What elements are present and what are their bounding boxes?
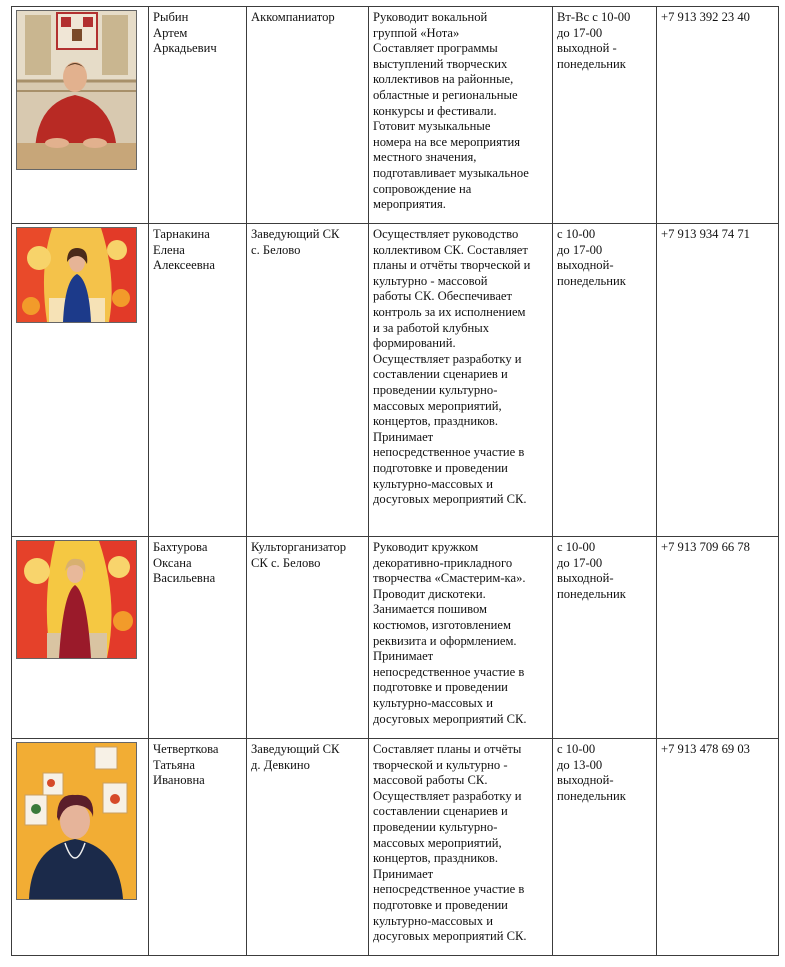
work-hours: с 10-00 до 17-00 выходной- понедельник [557, 227, 626, 288]
phone-cell [657, 537, 779, 739]
employee-photo [16, 742, 137, 900]
duties-cell [369, 7, 553, 224]
duties-cell [369, 537, 553, 739]
phone-number: +7 913 934 74 71 [661, 227, 750, 241]
employee-position: Заведующий СК с. Белово [251, 227, 340, 257]
photo-cell [12, 7, 149, 224]
employee-name: Четверткова Татьяна Ивановна [153, 742, 219, 788]
phone-cell [657, 739, 779, 956]
table-row [12, 7, 779, 224]
employee-duties: Составляет планы и отчёты творческой и культурно - массовой работы СК. Осуществляет разработку и составлении сценариев и проведении культурно- массовых мероприятий, концертов, праздников. Принимает непосредственное участие в подготовке и проведении культурно-массовых и досуговых мероприятий СК. [373, 742, 527, 944]
employee-photo [16, 227, 137, 323]
employee-name: Рыбин Артем Аркадьевич [153, 10, 217, 56]
staff-table [11, 6, 779, 956]
name-cell [149, 224, 247, 537]
table-row [12, 739, 779, 956]
employee-position: Аккомпаниатор [251, 10, 335, 24]
employee-position: Культорганизатор СК с. Белово [251, 540, 347, 570]
hours-cell [553, 739, 657, 956]
phone-number: +7 913 392 23 40 [661, 10, 750, 24]
duties-cell [369, 739, 553, 956]
employee-duties: Осуществляет руководство коллективом СК. Составляет планы и отчёты творческой и культурно - массовой работы СК. Обеспечивает контроль за их исполнением и за работой клубных формирований. Осуществляет разработку и составлении сценариев и проведении культурно- массовых мероприятий, концертов, праздников. Принимает непосредственное участие в подготовке и проведении культурно-массовых и досуговых мероприятий СК. [373, 227, 531, 507]
phone-cell [657, 7, 779, 224]
employee-photo [16, 10, 137, 170]
table-row [12, 537, 779, 739]
hours-cell [553, 224, 657, 537]
employee-name: Бахтурова Оксана Васильевна [153, 540, 216, 586]
position-cell [247, 739, 369, 956]
name-cell [149, 739, 247, 956]
duties-cell [369, 224, 553, 537]
employee-duties: Руководит вокальной группой «Нота» Составляет программы выступлений творческих коллективов на районные, областные и региональные конкурсы и фестивали. Готовит музыкальные номера на все мероприятия местного значения, подготавливает музыкальное сопровождение на мероприятия. [373, 10, 529, 212]
employee-position: Заведующий СК д. Девкино [251, 742, 340, 772]
employee-name: Тарнакина Елена Алексеевна [153, 227, 215, 273]
table-row [12, 224, 779, 537]
employee-duties: Руководит кружком декоративно-прикладного творчества «Смастерим-ка». Проводит дискотеки. Занимается пошивом костюмов, изготовлением реквизита и оформлением. Принимает непосредственное участие в подготовке и проведении культурно-массовых и досуговых мероприятий СК. [373, 540, 527, 726]
position-cell [247, 537, 369, 739]
name-cell [149, 537, 247, 739]
position-cell [247, 224, 369, 537]
employee-photo [16, 540, 137, 659]
work-hours: с 10-00 до 17-00 выходной- понедельник [557, 540, 626, 601]
phone-number: +7 913 478 69 03 [661, 742, 750, 756]
phone-number: +7 913 709 66 78 [661, 540, 750, 554]
work-hours: с 10-00 до 13-00 выходной- понедельник [557, 742, 626, 803]
position-cell [247, 7, 369, 224]
work-hours: Вт-Вс с 10-00 до 17-00 выходной - понедельник [557, 10, 631, 71]
name-cell [149, 7, 247, 224]
photo-cell [12, 739, 149, 956]
phone-cell [657, 224, 779, 537]
photo-cell [12, 537, 149, 739]
hours-cell [553, 7, 657, 224]
hours-cell [553, 537, 657, 739]
photo-cell [12, 224, 149, 537]
